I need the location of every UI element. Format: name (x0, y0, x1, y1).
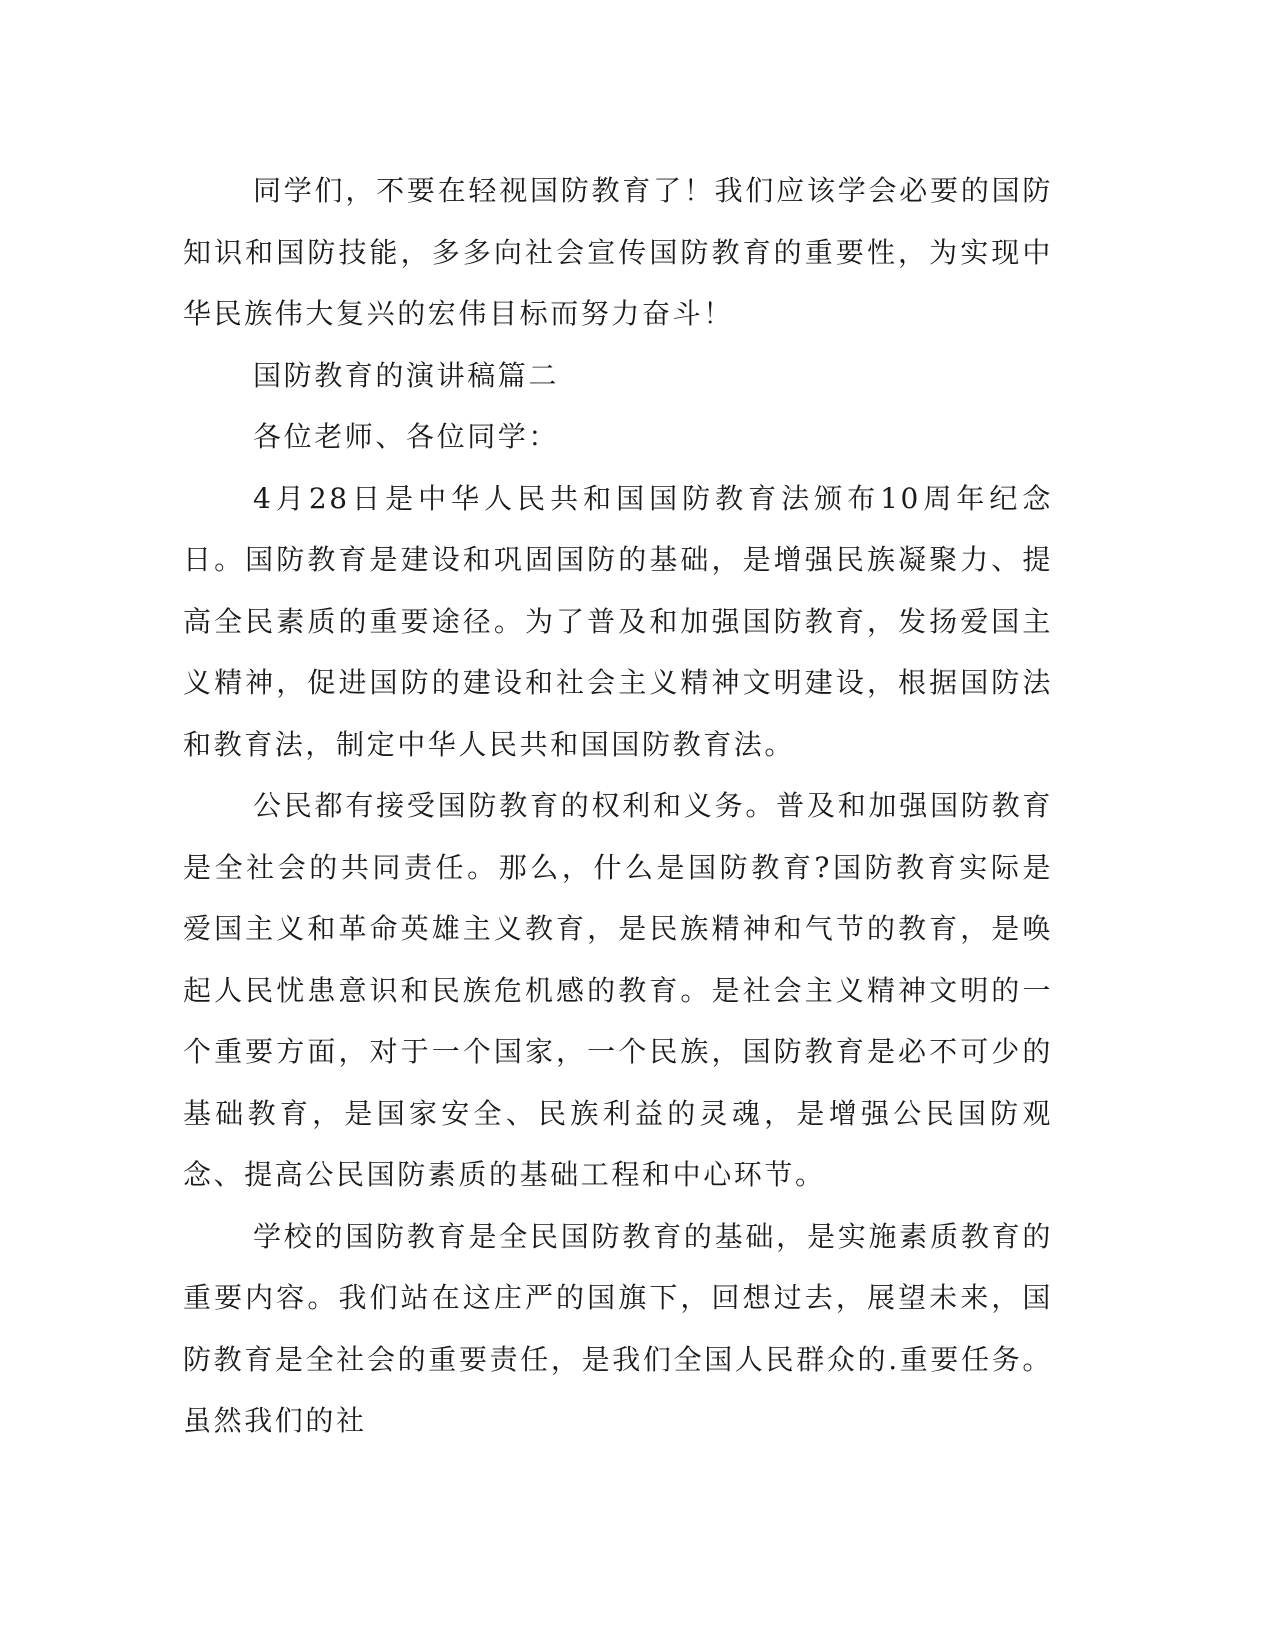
section-title: 国防教育的演讲稿篇二 (253, 358, 560, 392)
paragraph-law-anniversary: 4月28日是中华人民共和国国防教育法颁布10周年纪念日。国防教育是建设和巩固国防的基础，是增强民族凝聚力、提高全民素质的重要途径。为了普及和加强国防教育，发扬爱国主义精神，促进国防的建设和社会主义精神文明建设，根据国防法和教育法，制定中华人民共和国国防教育法。 (183, 481, 1053, 761)
paragraph-citizen-duty: 公民都有接受国防教育的权利和义务。普及和加强国防教育是全社会的共同责任。那么，什么是国防教育?国防教育实际是爱国主义和革命英雄主义教育，是民族精神和气节的教育，是唤起人民忧患意识和民族危机感的教育。是社会主义精神文明的一个重要方面，对于一个国家，一个民族，国防教育是必不可少的基础教育，是国家安全、民族利益的灵魂，是增强公民国防观念、提高公民国防素质的基础工程和中心环节。 (183, 789, 1053, 1191)
paragraph-school-education: 学校的国防教育是全民国防教育的基础，是实施素质教育的重要内容。我们站在这庄严的国旗下，回想过去，展望未来，国防教育是全社会的重要责任，是我们全国人民群众的.重要任务。虽然我们的社 (183, 1219, 1053, 1437)
document-body (183, 160, 1053, 1452)
salutation: 各位老师、各位同学： (253, 420, 560, 453)
paragraph-closing-appeal: 同学们，不要在轻视国防教育了！我们应该学会必要的国防知识和国防技能，多多向社会宣传国防教育的重要性，为实现中华民族伟大复兴的宏伟目标而努力奋斗！ (183, 174, 1053, 330)
